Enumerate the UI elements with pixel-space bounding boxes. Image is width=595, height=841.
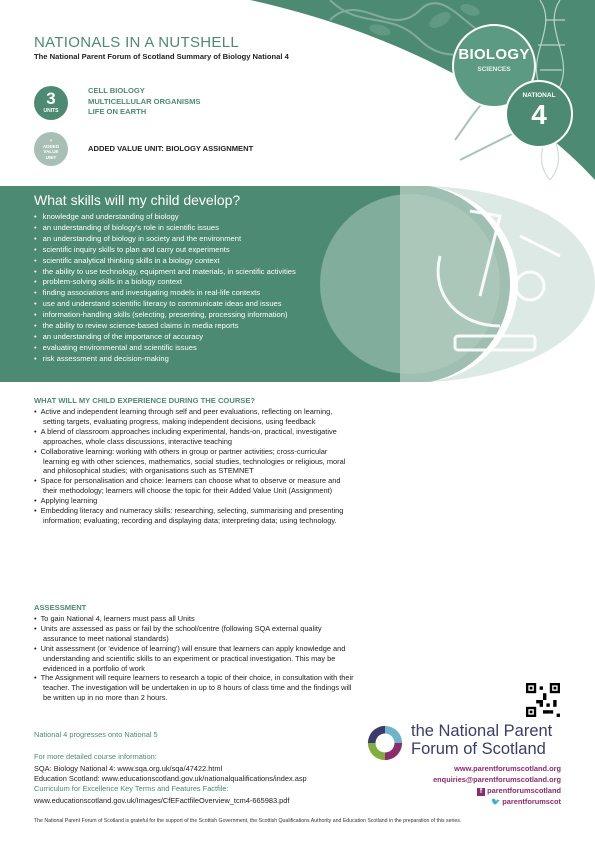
list-item: • A blend of classroom approaches including experimental, hands-on, practical, investigative approaches, whole class discussions, interactive teaching [34, 427, 354, 447]
website-link[interactable]: www.parentforumscotland.org [454, 764, 561, 773]
twitter-icon: 🐦 [491, 797, 501, 806]
list-item: • an understanding of the importance of accuracy [34, 332, 296, 343]
list-item: • Embedding literacy and numeracy skills: researching, selecting, summarising and presenting information; evaluating; recording and displaying data; interpreting data; using technology. [34, 506, 354, 526]
unit-list [88, 86, 201, 118]
added-value-unit-title: ADDED VALUE UNIT: BIOLOGY ASSIGNMENT [88, 144, 254, 153]
experience-heading: WHAT WILL MY CHILD EXPERIENCE DURING THE COURSE? [34, 396, 256, 405]
list-item: • To gain National 4, learners must pass all Units [34, 614, 354, 624]
list-item: • an understanding of biology's role in scientific issues [34, 223, 296, 234]
assessment-list [34, 614, 354, 703]
list-item: • an understanding of biology in society and the environment [34, 234, 296, 245]
org-name-line2: Forum of Scotland [411, 740, 546, 758]
facebook-link[interactable]: f parentforumscotland [477, 786, 561, 796]
units-count: 3 [46, 89, 56, 108]
unit-item: LIFE ON EARTH [88, 107, 147, 116]
cfe-factfile-link[interactable]: www.educationscotland.gov.uk/Images/CfEFactfileOverview_tcm4-665983.pdf [34, 796, 290, 805]
unit-item: MULTICELLULAR ORGANISMS [88, 96, 201, 106]
list-item: • Collaborative learning: working with others in group or partner activities; cross-curricular learning eg with other sciences, mathematics, social studies, technologies or religious, moral and philosophical studies; with organisations such as STEMNET [34, 447, 354, 477]
progression-note: National 4 progresses onto National 5 [34, 730, 158, 739]
level-badge [505, 80, 573, 148]
experience-list [34, 407, 354, 526]
qr-code-icon [526, 683, 560, 717]
facebook-icon: f [477, 788, 485, 796]
skills-list [34, 212, 296, 365]
list-item: • scientific analytical thinking skills in a biology context [34, 256, 296, 267]
list-item: • information-handling skills (selecting, presenting, processing information) [34, 310, 296, 321]
units-label: UNITS [43, 108, 59, 114]
cfe-factfile-label: Curriculum for Excellence Key Terms and Features Factfile: [34, 784, 229, 793]
subject-category: SCIENCES [477, 66, 511, 73]
list-item: • problem-solving skills in a biology context [34, 277, 296, 288]
skills-heading: What skills will my child develop? [34, 192, 241, 208]
unit-item: CELL BIOLOGY [88, 86, 145, 95]
page-title: NATIONALS IN A NUTSHELL [34, 34, 240, 51]
subject-title: BIOLOGY [458, 46, 530, 63]
added-value-badge: + ADDED VALUE UNIT [34, 132, 68, 166]
list-item: • finding associations and investigating models in real-life contexts [34, 288, 296, 299]
list-item: • The Assignment will require learners to research a topic of their choice, in consultation with their teacher. The investigation will be undertaken in up to 8 hours of class time and the findings will be written up in no more than 2 hours. [34, 673, 354, 703]
list-item: • Space for personalisation and choice: learners can choose what to observe or measure and their methodology; learners will choose the topic for their Added Value Unit (Assignment) [34, 476, 354, 496]
footer-acknowledgement: The National Parent Forum of Scotland is grateful for the support of the Scottish Government, the Scottish Qualifications Authority and Education Scotland in the preparation of this series. [34, 818, 462, 824]
assessment-heading: ASSESSMENT [34, 603, 87, 612]
list-item: • risk assessment and decision-making [34, 354, 296, 365]
education-scotland-link[interactable]: Education Scotland: www.educationscotland.gov.uk/nationalqualifications/index.asp [34, 774, 307, 783]
more-info-heading: For more detailed course information: [34, 752, 157, 761]
units-count-badge [34, 86, 68, 120]
email-link[interactable]: enquiries@parentforumscotland.org [433, 775, 561, 784]
sqa-link[interactable]: SQA: Biology National 4: www.sqa.org.uk/sqa/47422.html [34, 764, 223, 773]
list-item: • evaluating environmental and scientific issues [34, 343, 296, 354]
list-item: • the ability to review science-based claims in media reports [34, 321, 296, 332]
list-item: • Active and independent learning through self and peer evaluations, reflecting on learning, setting targets, evaluating progress, making independent decisions, using feedback [34, 407, 354, 427]
page-subtitle: The National Parent Forum of Scotland Summary of Biology National 4 [34, 52, 289, 61]
list-item: • Applying learning [34, 496, 354, 506]
list-item: • Units are assessed as pass or fail by the school/centre (following SQA external quality assurance to meet national standards) [34, 624, 354, 644]
list-item: • use and understand scientific literacy to communicate ideas and issues [34, 299, 296, 310]
list-item: • knowledge and understanding of biology [34, 212, 296, 223]
twitter-link[interactable]: 🐦 parentforumscot [491, 797, 561, 806]
list-item: • the ability to use technology, equipment and materials, in scientific activities [34, 267, 296, 278]
list-item: • Unit assessment (or 'evidence of learning') will ensure that learners can apply knowledge and understanding and scientific skills to an experiment or practical investigation. This may be evidenced in a portfolio of work [34, 644, 354, 674]
npfs-logo-icon [366, 724, 404, 762]
org-name-line1: the National Parent [411, 722, 553, 740]
level-label: NATIONAL [522, 92, 556, 99]
level-number: 4 [531, 99, 547, 130]
list-item: • scientific inquiry skills to plan and carry out experiments [34, 245, 296, 256]
